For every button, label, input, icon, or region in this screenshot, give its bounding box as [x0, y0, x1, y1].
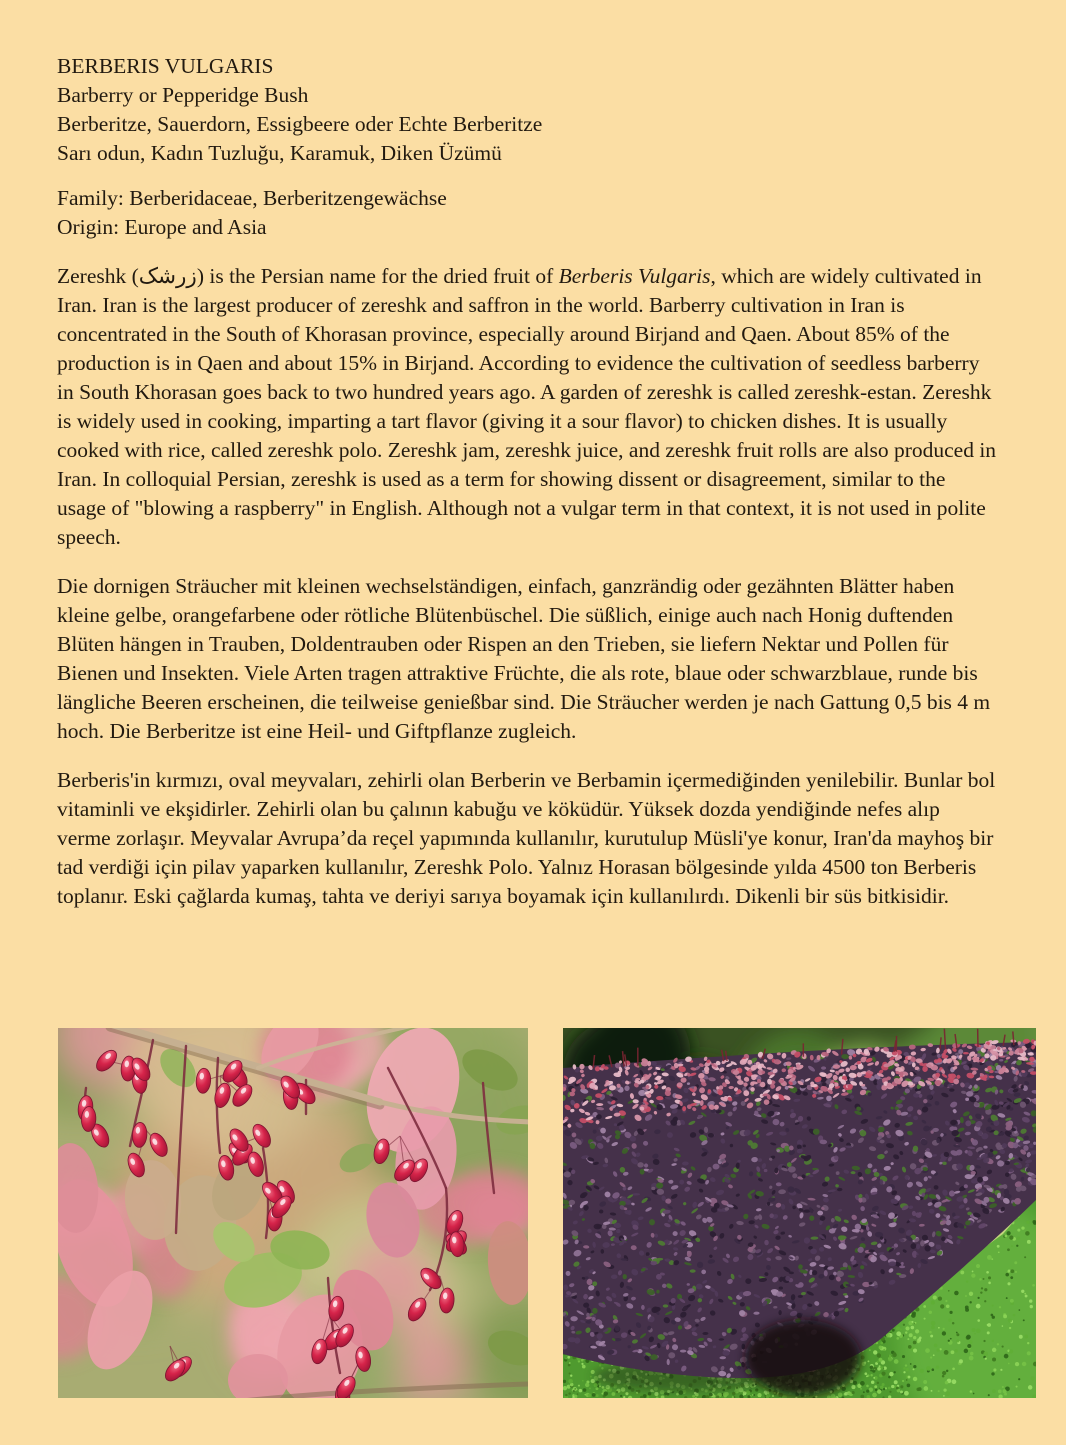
common-name-turkish: Sarı odun, Kadın Tuzluğu, Karamuk, Diken Üzümü: [57, 141, 502, 165]
paragraph-english: [57, 262, 997, 552]
common-name-english: Barberry or Pepperidge Bush: [57, 83, 309, 107]
photo-barberry-berries: [58, 1028, 528, 1398]
paragraph-turkish: Berberis'in kırmızı, oval meyvaları, zehirli olan Berberin ve Berbamin içermediğinden yenilebilir. Bunlar bol vitaminli ve ekşidirler. Zehirli olan bu çalının kabuğu ve köküdür. Yüksek dozda yendiğinde nefes alıp verme zorlaşır. Meyvalar Avrupa’da reçel yapımında kullanılır, kurutulup Müsli'ye konur, Iran'da mayhoş bir tad verdiği için pilav yaparken kullanılır, Zereshk Polo. Yalnız Horasan bölgesinde yılda 4500 ton Berberis toplanır. Eski çağlarda kumaş, tahta ve deriyi sarıya boyamak için kullanılırdı. Dikenli bir süs bitkisidir.: [57, 768, 996, 908]
paragraph-german: Die dornigen Sträucher mit kleinen wechselständigen, einfach, ganzrändig oder gezähnten Blätter haben kleine gelbe, orangefarbene oder rötliche Blütenbüschel. Die süßlich, einige auch nach Honig duftenden Blüten hängen in Trauben, Doldentrauben oder Rispen an den Trieben, sie liefern Nektar und Pollen für Bienen und Insekten. Viele Arten tragen attraktive Früchte, die als rote, blaue oder schwarzblaue, runde bis längliche Beeren erscheinen, die teilweise genießbar sind. Die Sträucher werden je nach Gattung 0,5 bis 4 m hoch. Die Berberitze ist eine Heil- und Giftpflanze zugleich.: [57, 574, 991, 743]
origin-line: Origin: Europe and Asia: [57, 215, 267, 239]
english-text-start: Zereshk (زرشک) is the Persian name for the dried fruit of: [57, 264, 559, 288]
article: [57, 52, 997, 911]
barberry-hedge-illustration: [563, 1028, 1036, 1398]
page-title: BERBERIS VULGARIS: [57, 54, 274, 78]
english-text-rest: , which are widely cultivated in Iran. Iran is the largest producer of zereshk and saffron in the world. Barberry cultivation in Iran is concentrated in the South of Khorasan province, especially around Birjand and Qaen. About 85% of the production is in Qaen and about 15% in Birjand. According to evidence the cultivation of seedless barberry in South Khorasan goes back to two hundred years ago. A garden of zereshk is called zereshk-estan. Zereshk is widely used in cooking, imparting a tart flavor (giving it a sour flavor) to chicken dishes. It is usually cooked with rice, called zereshk polo. Zereshk jam, zereshk juice, and zereshk fruit rolls are also produced in Iran. In colloquial Persian, zereshk is used as a term for showing dissent or disagreement, similar to the usage of "blowing a raspberry" in English. Although not a vulgar term in that context, it is not used in polite speech.: [57, 264, 997, 549]
photo-row: [58, 1028, 1036, 1398]
barberry-berries-illustration: [58, 1028, 528, 1398]
family-line: Family: Berberidaceae, Berberitzengewächse: [57, 186, 447, 210]
common-name-german: Berberitze, Sauerdorn, Essigbeere oder Echte Berberitze: [57, 112, 543, 136]
latin-species-name: Berberis Vulgaris: [558, 264, 711, 288]
photo-barberry-hedge: [563, 1028, 1036, 1398]
taxonomy-block: [57, 184, 997, 242]
header: [57, 52, 997, 168]
